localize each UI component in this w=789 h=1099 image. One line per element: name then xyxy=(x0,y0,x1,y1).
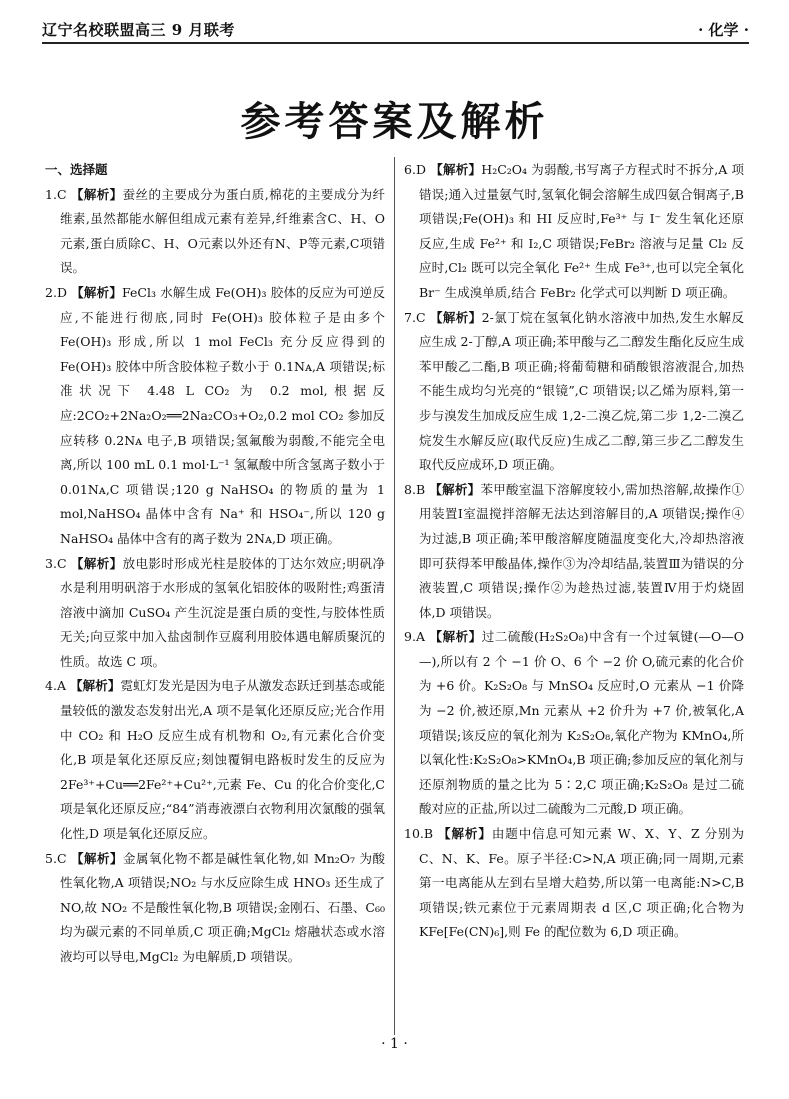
analysis-tag: 【解析】 xyxy=(429,481,481,497)
right-column xyxy=(404,158,744,945)
question-2 xyxy=(45,281,385,552)
question-number: 7. xyxy=(404,309,416,325)
analysis-text: 2-氯丁烷在氢氧化钠水溶液中加热,发生水解反应生成 2-丁醇,A 项正确;苯甲酸与乙二醇发生酯化反应生成苯甲酸乙二酯,B 项正确;将葡萄糖和硝酸银溶液混合,加热不能生成均匀光亮的“银镜”,C 项错误;以乙烯为原料,第一步与溴发生加成反应生成 1,2-二溴乙烷,第二步 1,2-二溴乙烷发生水解反应(取代反应)生成乙二醇,第三步乙二醇发生取代反应成环,D 项正确。 xyxy=(419,309,744,473)
answer-letter: A xyxy=(415,629,425,645)
analysis-text: 过二硫酸(H₂S₂O₈)中含有一个过氧键(—O—O—),所以有 2 个 −1 价 O、6 个 −2 价 O,硫元素的化合价为 +6 价。K₂S₂O₈ 与 MnSO₄ 反应时,O 元素从 −1 价降为 −2 价,被还原,Mn 元素从 +2 价升为 +7 价,被氧化,A 项错误;该反应的氧化剂为 K₂S₂O₈,氧化产物为 KMnO₄,所以氧化性:K₂S₂O₈>KMnO₄,B 项正确;参加反应的氧化剂与还原剂物质的量之比为 5∶2,C 项正确;K₂S₂O₈ 是过二硫酸对应的正盐,所以过二硫酸为二元酸,D 项正确。 xyxy=(419,629,744,817)
question-number: 6. xyxy=(404,162,416,177)
analysis-tag: 【解析】 xyxy=(438,826,492,842)
question-9 xyxy=(404,625,744,822)
question-number: 2. xyxy=(45,284,57,300)
answer-letter: B xyxy=(415,481,426,497)
question-number: 9. xyxy=(404,629,416,645)
question-number: 10. xyxy=(404,826,424,842)
page-header xyxy=(42,10,749,44)
page-title: 参考答案及解析 xyxy=(240,99,549,145)
subject-label: · 化学 · xyxy=(698,21,749,39)
answer-letter: D xyxy=(415,162,426,177)
analysis-text: 蚕丝的主要成分为蛋白质,棉花的主要成分为纤维素,虽然都能水解但组成元素有差异,纤维素含C、H、O元素,蛋白质除C、H、O元素以外还有N、P等元素,C项错误。 xyxy=(60,186,385,276)
analysis-text: 金属氧化物不都是碱性氧化物,如 Mn₂O₇ 为酸性氧化物,A 项错误;NO₂ 与水反应除生成 HNO₃ 还生成了 NO,故 NO₂ 不是酸性氧化物,B 项错误;金刚石、石墨、C₆₀ 均为碳元素的不同单质,C 项正确;MgCl₂ 熔融状态或水溶液均可以导电,MgCl₂ 为电解质,D 项错误。 xyxy=(60,850,385,964)
answer-letter: C xyxy=(56,186,67,202)
analysis-tag: 【解析】 xyxy=(70,555,123,571)
left-column xyxy=(45,158,385,970)
question-4 xyxy=(45,674,385,846)
analysis-tag: 【解析】 xyxy=(71,284,123,300)
answer-letter: B xyxy=(423,826,434,842)
analysis-tag: 【解析】 xyxy=(430,162,482,177)
column-divider xyxy=(394,157,395,1035)
analysis-text: 霓虹灯发光是因为电子从激发态跃迁到基态或能量较低的激发态发射出光,A 项不是氧化还原反应;光合作用中 CO₂ 和 H₂O 反应生成有机物和 O₂,有元素化合价变化,B 项是氧化还原反应;刻蚀覆铜电路板时发生的反应为 2Fe³⁺+Cu══2Fe²⁺+Cu²⁺,元素 Fe、Cu 的化合价变化,C 项是氧化还原反应;“84”消毒液漂白衣物利用次氯酸的强氧化性,D 项是氧化还原反应。 xyxy=(60,678,385,842)
answer-letter: C xyxy=(56,555,67,571)
question-7 xyxy=(404,306,744,478)
analysis-text: 由题中信息可知元素 W、X、Y、Z 分别为 C、N、K、Fe。原子半径:C>N,A 项正确;同一周期,元素第一电离能从左到右呈增大趋势,所以第一电离能:N>C,B 项错误;铁元素位于元素周期表 d 区,C 项正确;化合物为 KFe[Fe(CN)₆],则 Fe 的配位数为 6,D 项正确。 xyxy=(419,826,744,940)
page-number: · 1 · xyxy=(381,1036,408,1052)
analysis-tag: 【解析】 xyxy=(70,678,121,694)
analysis-text: H₂C₂O₄ 为弱酸,书写离子方程式时不拆分,A 项错误;通入过量氨气时,氢氧化铜会溶解生成四氨合铜离子,B 项错误;Fe(OH)₃ 和 HI 反应时,Fe³⁺ 与 I⁻ 发生氧化还原反应,生成 Fe²⁺ 和 I₂,C 项错误;FeBr₂ 溶液与足量 Cl₂ 反应时,Cl₂ 既可以完全氧化 Fe²⁺ 生成 Fe³⁺,也可以完全氧化 Br⁻ 生成溴单质,结合 FeBr₂ 化学式可以判断 D 项正确。 xyxy=(419,162,744,300)
question-8 xyxy=(404,478,744,626)
question-5 xyxy=(45,847,385,970)
answer-letter: C xyxy=(415,309,426,325)
question-number: 5. xyxy=(45,850,57,866)
analysis-text: 放电影时形成光柱是胶体的丁达尔效应;明矾净水是利用明矾溶于水形成的氢氧化铝胶体的吸附性;鸡蛋清溶液中滴加 CuSO₄ 产生沉淀是蛋白质的变性,与胶体性质无关;向豆浆中加入盐卤制作豆腐利用胶体遇电解质聚沉的性质。故选 C 项。 xyxy=(60,555,385,669)
analysis-tag: 【解析】 xyxy=(429,629,482,645)
analysis-text: 苯甲酸室温下溶解度较小,需加热溶解,故操作①用装置Ⅰ室温搅拌溶解无法达到溶解目的,A 项错误;操作④为过滤,B 项正确;苯甲酸溶解度随温度变化大,冷却热溶液即可获得苯甲酸晶体,操作③为冷却结晶,装置Ⅲ为错误的分液装置,C 项错误;操作②为趁热过滤,装置Ⅳ用于灼烧固体,D 项错误。 xyxy=(419,481,744,620)
analysis-tag: 【解析】 xyxy=(70,186,123,202)
question-10 xyxy=(404,822,744,945)
question-number: 8. xyxy=(404,481,416,497)
question-6 xyxy=(404,158,744,306)
exam-name: 辽宁名校联盟高三 9 月联考 xyxy=(42,21,235,39)
question-number: 1. xyxy=(45,186,57,202)
question-3 xyxy=(45,552,385,675)
question-number: 4. xyxy=(45,678,57,694)
answer-letter: C xyxy=(56,850,67,866)
section-heading: 一、选择题 xyxy=(45,162,108,177)
analysis-tag: 【解析】 xyxy=(429,309,482,325)
analysis-tag: 【解析】 xyxy=(71,850,123,866)
answer-letter: A xyxy=(56,678,66,694)
answer-letter: D xyxy=(56,284,67,300)
analysis-text: FeCl₃ 水解生成 Fe(OH)₃ 胶体的反应为可逆反应,不能进行彻底,同时 Fe(OH)₃ 胶体粒子是由多个 Fe(OH)₃ 形成,所以 1 mol FeCl₃ 充分反应得到的 Fe(OH)₃ 胶体中所含胶体粒子数小于 0.1Nᴀ,A 项错误;标准状况下 4.48 L CO₂ 为 0.2 mol,根据反应:2CO₂+2Na₂O₂══2Na₂CO₃+O₂,0.2 mol CO₂ 参加反应转移 0.2Nᴀ 电子,B 项错误;氢氟酸为弱酸,不能完全电离,所以 100 mL 0.1 mol·L⁻¹ 氢氟酸中所含氢离子数小于 0.01Nᴀ,C 项错误;120 g NaHSO₄ 的物质的量为 1 mol,NaHSO₄ 晶体中含有 Na⁺ 和 HSO₄⁻,所以 120 g NaHSO₄ 晶体中含有的离子数为 2Nᴀ,D 项正确。 xyxy=(60,284,386,546)
question-number: 3. xyxy=(45,555,57,571)
question-1 xyxy=(45,183,385,281)
